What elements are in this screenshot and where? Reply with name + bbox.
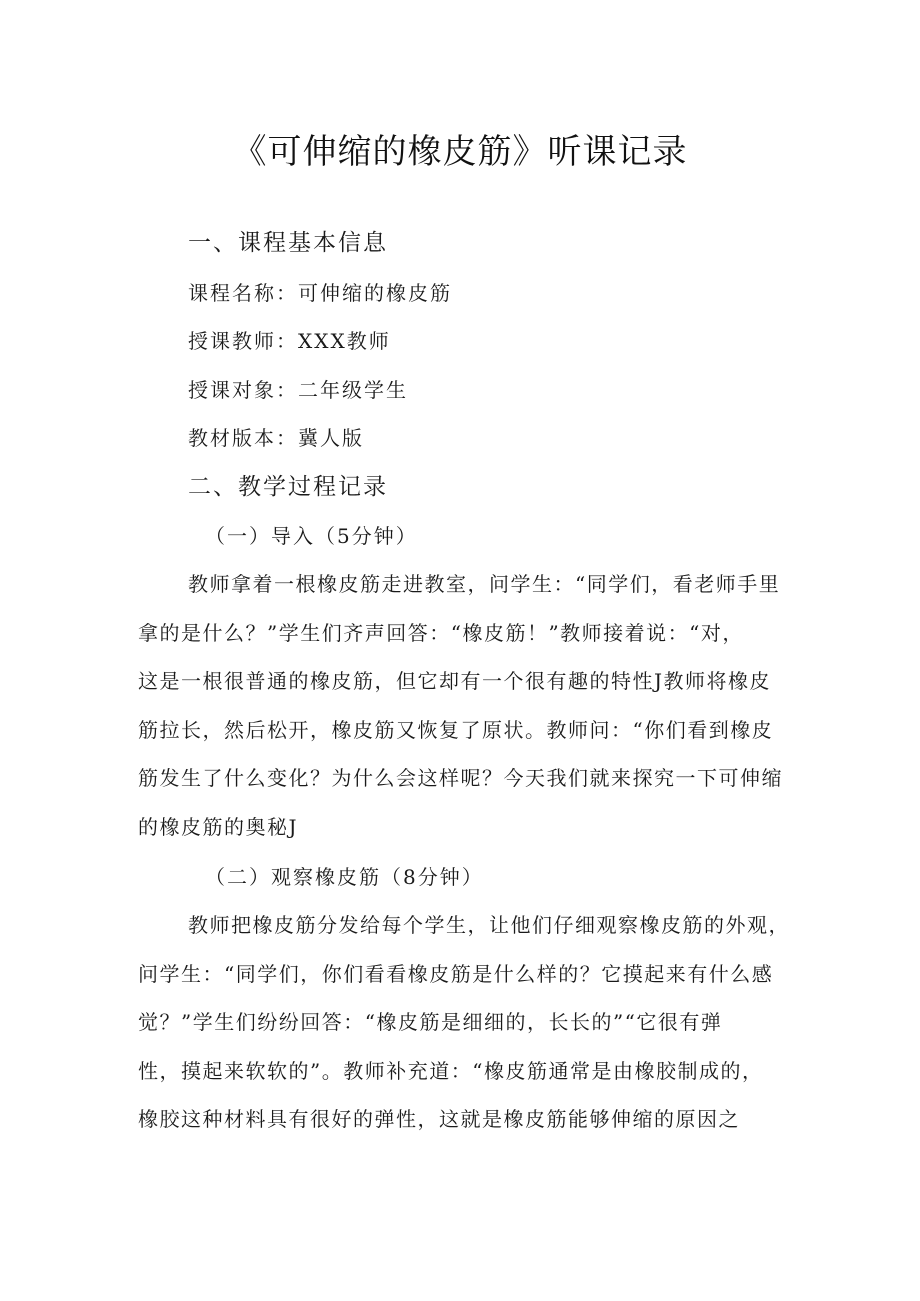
- paragraph-line: 问学生：“同学们，你们看看橡皮筋是什么样的？它摸起来有什么感: [138, 962, 774, 986]
- section-heading-basic-info: 一、课程基本信息: [188, 230, 388, 256]
- subsection-heading-intro: （一）导入（5分钟）: [205, 524, 418, 548]
- info-teacher: 授课教师：XXX教师: [188, 329, 391, 353]
- subsection-heading-observe: （二）观察橡皮筋（8分钟）: [205, 865, 484, 889]
- document-title: 《可伸缩的橡皮筋》听课记录: [232, 132, 688, 172]
- info-course-name: 课程名称：可伸缩的橡皮筋: [188, 281, 452, 305]
- paragraph-line: 性，摸起来软软的”。教师补充道：“橡皮筋通常是由橡胶制成的，: [138, 1059, 764, 1083]
- paragraph-line: 拿的是什么？”学生们齐声回答：“橡皮筋！”教师接着说：“对，: [138, 621, 744, 645]
- info-textbook-edition: 教材版本：冀人版: [188, 426, 364, 450]
- paragraph-line: 觉？”学生们纷纷回答：“橡皮筋是细细的，长长的”“它很有弹: [138, 1010, 723, 1034]
- paragraph-line: 教师把橡皮筋分发给每个学生，让他们仔细观察橡皮筋的外观，: [188, 913, 790, 937]
- paragraph-line: 这是一根很普通的橡皮筋，但它却有一个很有趣的特性J教师将橡皮: [138, 669, 772, 693]
- section-heading-teaching-process: 二、教学过程记录: [188, 474, 388, 500]
- paragraph-line: 教师拿着一根橡皮筋走进教室，问学生：“同学们，看老师手里: [188, 572, 781, 596]
- paragraph-line: 筋拉长，然后松开，橡皮筋又恢复了原状。教师问：“你们看到橡皮: [138, 718, 774, 742]
- paragraph-line: 橡胶这种材料具有很好的弹性，这就是橡皮筋能够伸缩的原因之: [138, 1107, 740, 1131]
- paragraph-line: 筋发生了什么变化？为什么会这样呢？今天我们就来探究一下可伸缩: [138, 766, 783, 790]
- paragraph-line: 的橡皮筋的奥秘J: [138, 815, 299, 839]
- info-audience: 授课对象：二年级学生: [188, 378, 408, 402]
